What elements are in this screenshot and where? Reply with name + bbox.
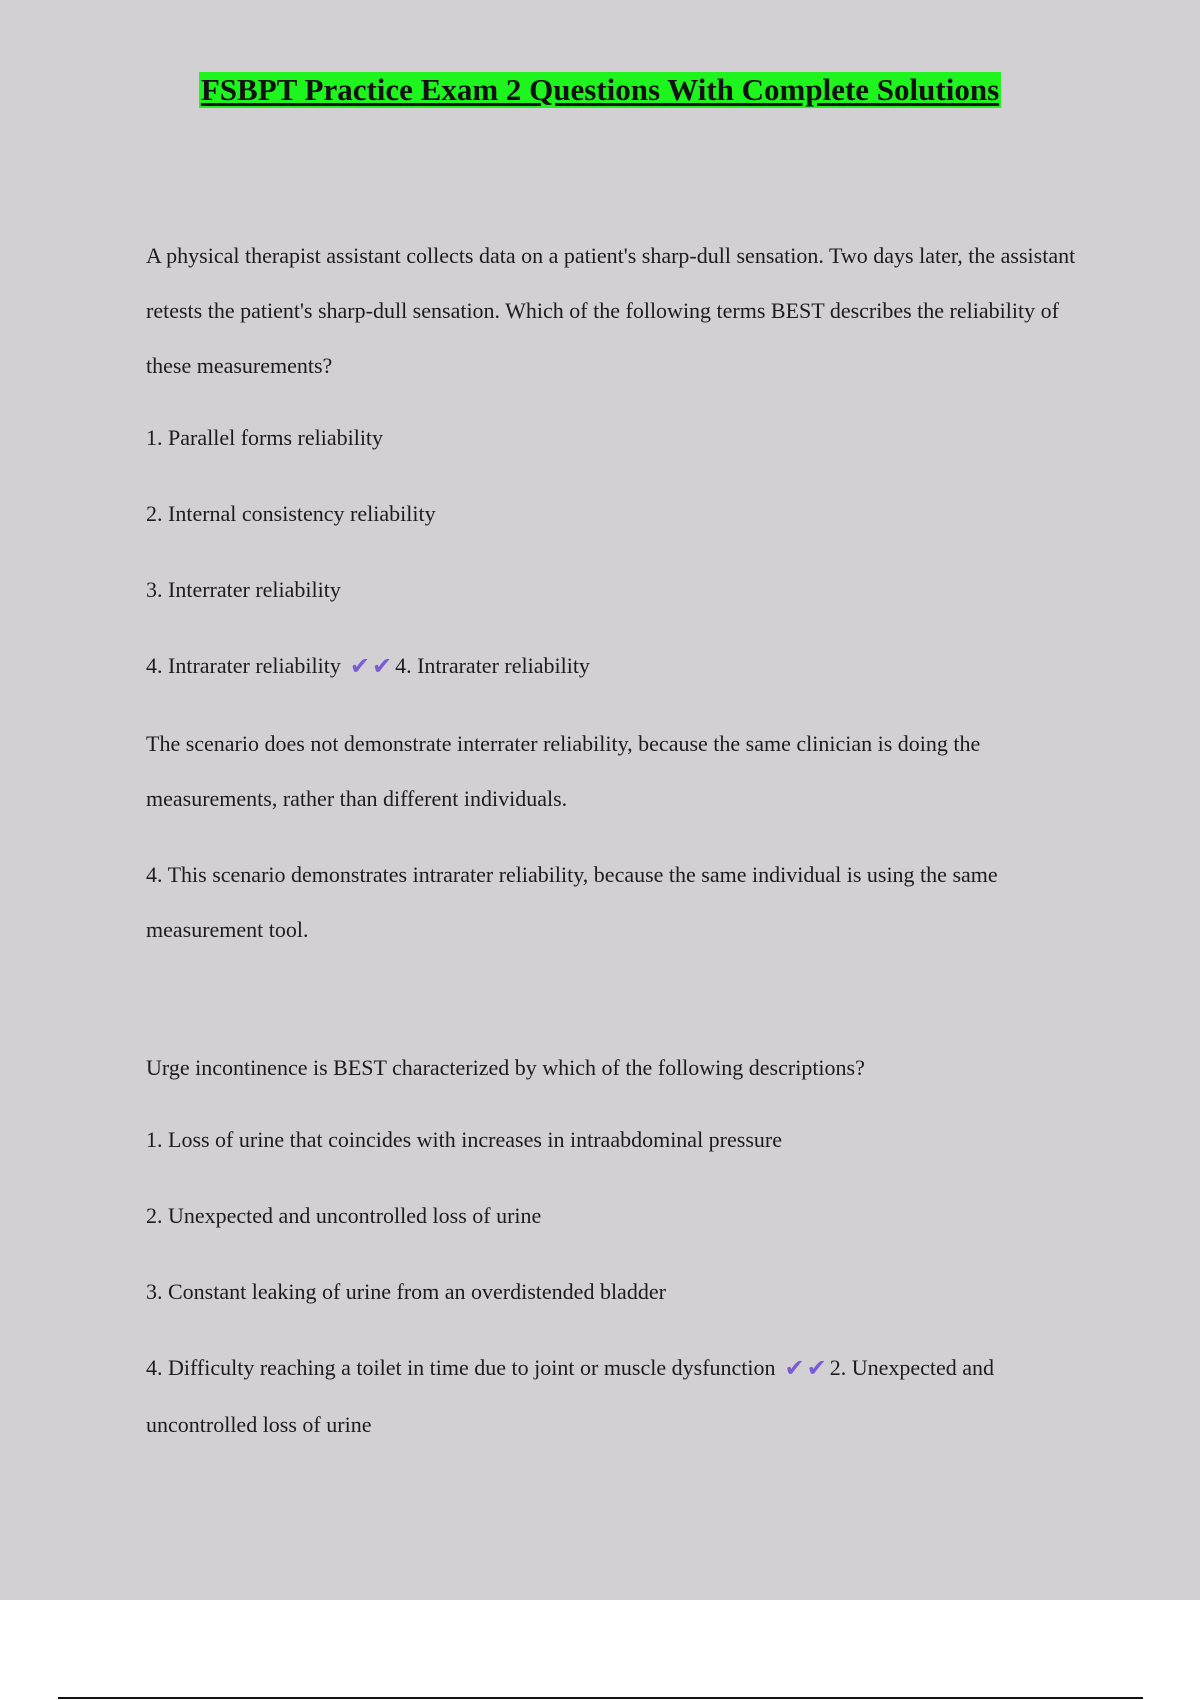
check-icon: ✔: [806, 1356, 827, 1382]
answer-option: 2. Internal consistency reliability: [146, 501, 436, 526]
answer-option: 2. Unexpected and uncontrolled loss of urine: [146, 1203, 542, 1228]
question-stem: Urge incontinence is BEST characterized by which of the following descriptions?: [146, 1055, 865, 1080]
rationale-text: The scenario does not demonstrate interrater reliability, because the same clinician is doing the measurements, rather than different individuals.: [146, 731, 981, 811]
check-icon: ✔: [784, 1356, 805, 1382]
question-2: [146, 1040, 1086, 1452]
rationale-text: 4. This scenario demonstrates intrarater reliability, because the same individual is using the same measurement tool.: [146, 862, 998, 942]
answer-markers: [349, 653, 393, 678]
answer-option: 3. Constant leaking of urine from an overdistended bladder: [146, 1279, 666, 1304]
correct-answer: 2. Unexpected and uncontrolled loss of urine: [146, 1355, 995, 1437]
answer-option-text: 4. Intrarater reliability: [146, 653, 341, 678]
answer-option-text: 4. Difficulty reaching a toilet in time due to joint or muscle dysfunction: [146, 1355, 776, 1380]
answer-option: 3. Interrater reliability: [146, 577, 341, 602]
footer-divider: [58, 1697, 1143, 1699]
answer-markers: [784, 1355, 828, 1380]
check-icon: ✔: [371, 654, 393, 680]
check-icon: ✔: [349, 654, 370, 680]
answer-option: 1. Loss of urine that coincides with increases in intraabdominal pressure: [146, 1127, 782, 1152]
document-title: FSBPT Practice Exam 2 Questions With Complete Solutions: [200, 72, 1000, 107]
question-1: [146, 228, 1086, 957]
correct-answer: 4. Intrarater reliability: [395, 653, 590, 678]
answer-option-with-answer: [146, 638, 1086, 695]
answer-option: 1. Parallel forms reliability: [146, 425, 384, 450]
question-stem: A physical therapist assistant collects data on a patient's sharp-dull sensation. Two days later, the assistant retests the patient's sharp-dull sensation. Which of the following terms BEST describes the reliability of these measurements?: [146, 243, 1076, 378]
answer-option-with-answer: [146, 1340, 1086, 1452]
title-container: [0, 72, 1200, 108]
